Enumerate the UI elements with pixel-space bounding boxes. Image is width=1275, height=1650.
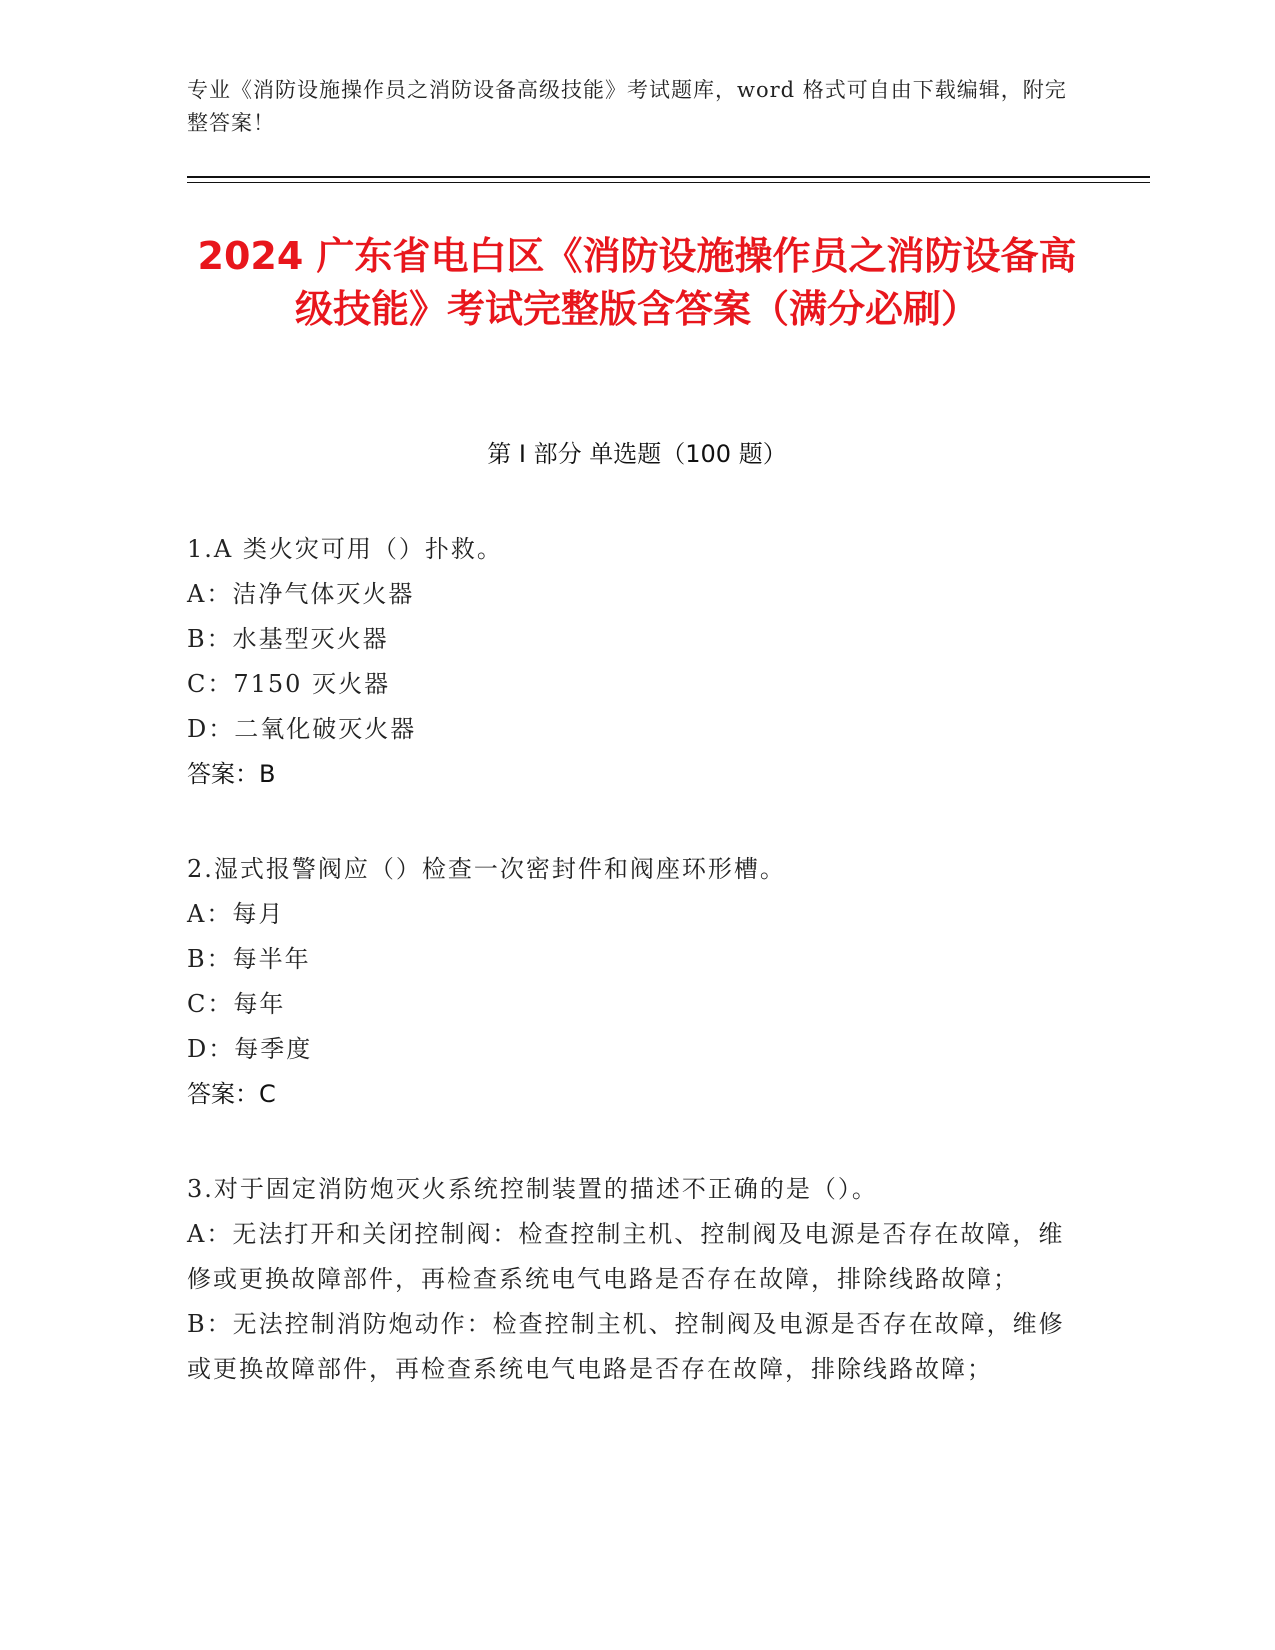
question-item bbox=[187, 1167, 1067, 1392]
document-title: 2024 广东省电白区《消防设施操作员之消防设备高级技能》考试完整版含答案（满分必刷） bbox=[197, 234, 1077, 331]
option-a: A：每月 bbox=[187, 900, 285, 928]
question-stem: 1.A 类火灾可用（）扑救。 bbox=[187, 535, 503, 563]
question-stem: 2.湿式报警阀应（）检查一次密封件和阀座环形槽。 bbox=[187, 855, 786, 883]
option-a: A：洁净气体灭火器 bbox=[187, 580, 415, 608]
question-item bbox=[187, 847, 1067, 1117]
option-d: D：二氧化破灭火器 bbox=[187, 715, 417, 743]
answer-text: 答案：C bbox=[187, 1080, 276, 1108]
header-note: 专业《消防设施操作员之消防设备高级技能》考试题库，word 格式可自由下载编辑，附完整答案！ bbox=[187, 78, 1067, 135]
option-b: B：每半年 bbox=[187, 945, 311, 973]
section-title: 第 I 部分 单选题（100 题） bbox=[487, 440, 787, 468]
option-c: C：每年 bbox=[187, 990, 286, 1018]
answer-text: 答案：B bbox=[187, 760, 276, 788]
question-list bbox=[187, 527, 1067, 1442]
question-stem: 3.对于固定消防炮灭火系统控制装置的描述不正确的是（）。 bbox=[187, 1175, 878, 1203]
header-divider-thick bbox=[187, 176, 1150, 178]
option-b: B：水基型灭火器 bbox=[187, 625, 389, 653]
option-d: D：每季度 bbox=[187, 1035, 313, 1063]
header-divider-thin bbox=[187, 182, 1150, 183]
question-item bbox=[187, 527, 1067, 797]
option-c: C：7150 灭火器 bbox=[187, 670, 391, 698]
option-a: A：无法打开和关闭控制阀：检查控制主机、控制阀及电源是否存在故障，维修或更换故障部件，再检查系统电气电路是否存在故障，排除线路故障； bbox=[187, 1220, 1065, 1293]
option-b: B：无法控制消防炮动作：检查控制主机、控制阀及电源是否存在故障，维修或更换故障部件，再检查系统电气电路是否存在故障，排除线路故障； bbox=[187, 1310, 1065, 1383]
